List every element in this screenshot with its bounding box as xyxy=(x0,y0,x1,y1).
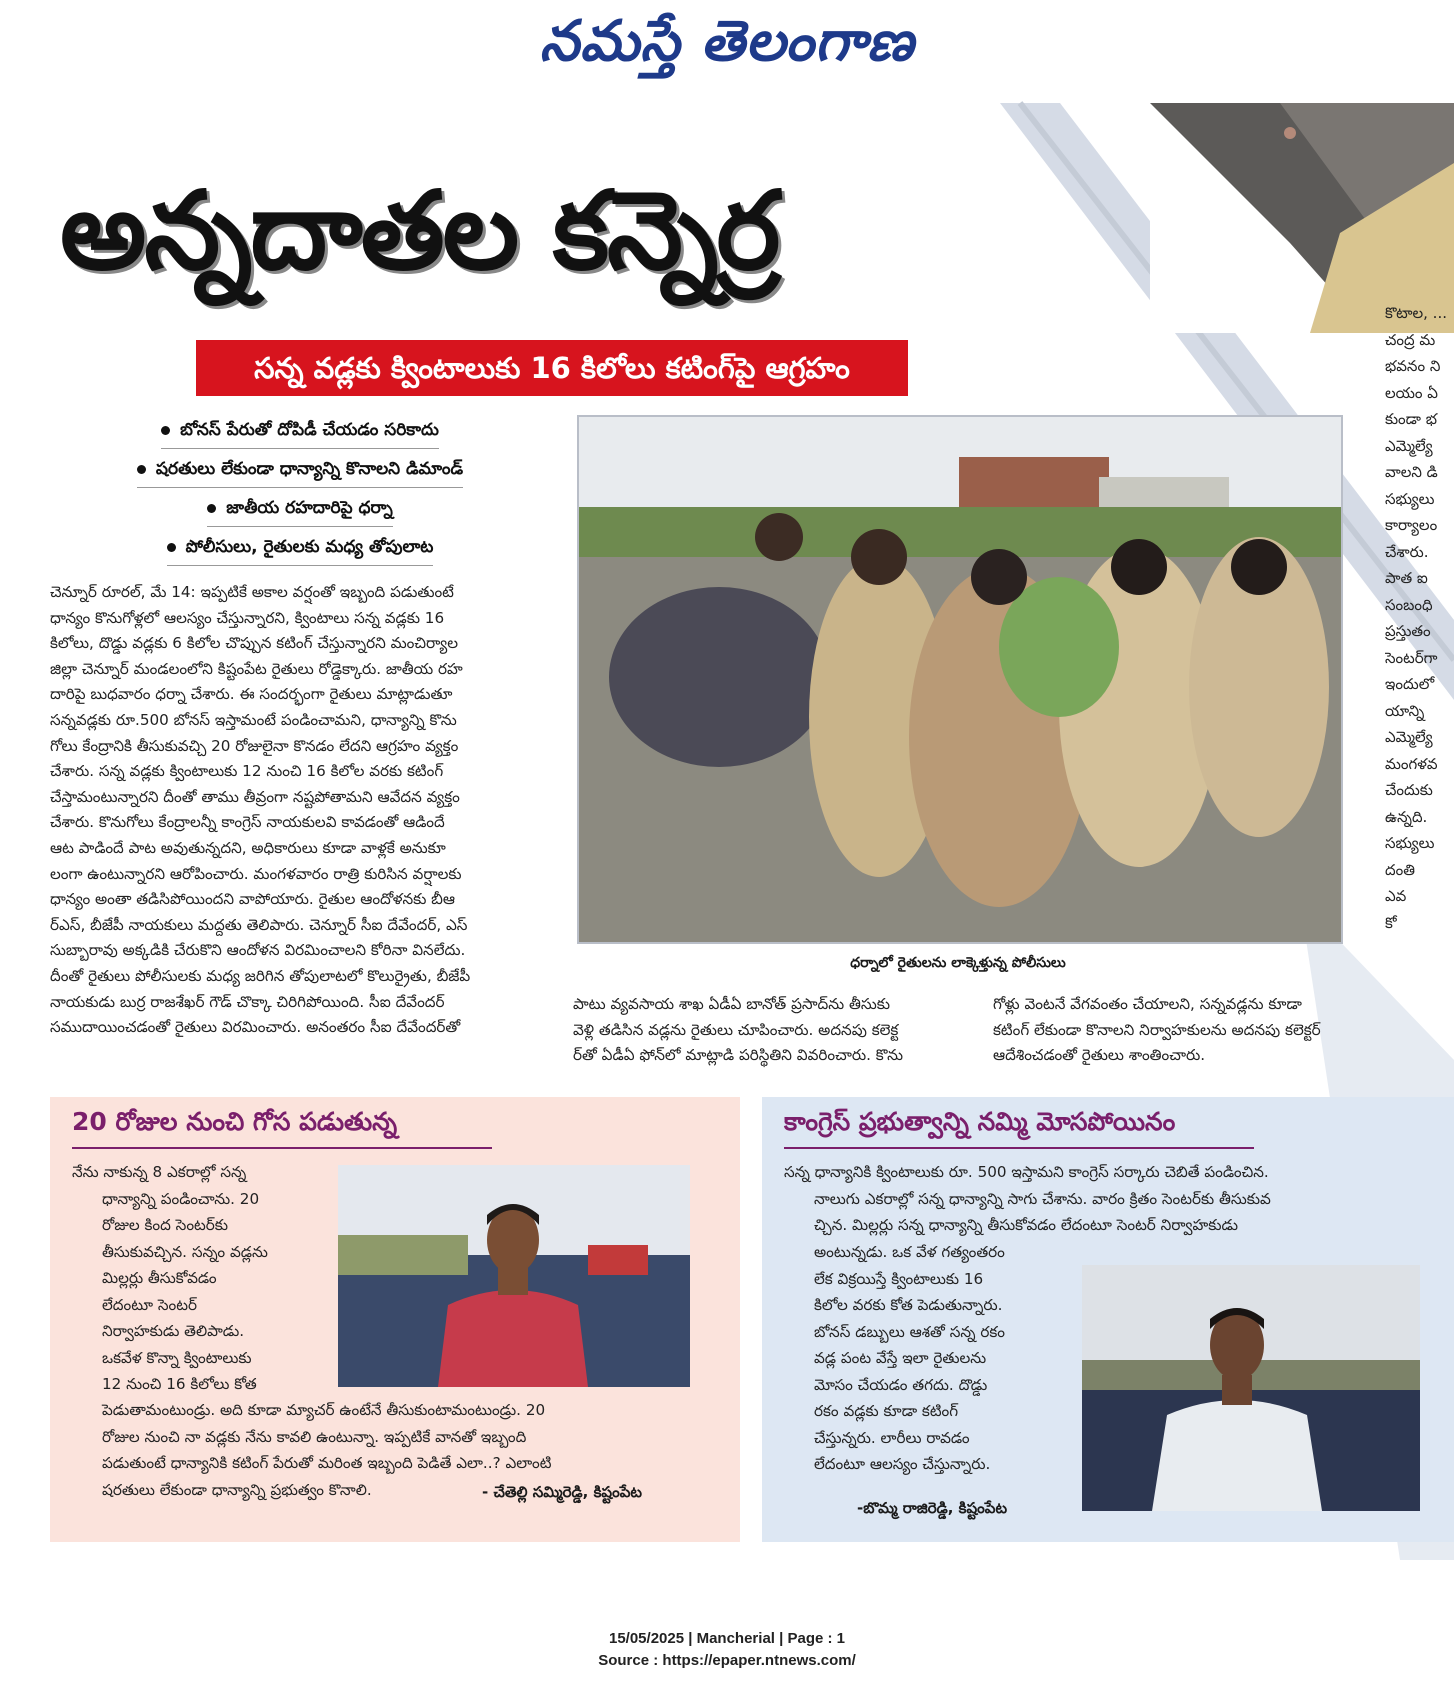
text-line: కిలోలు, దొడ్డు వడ్లకు 6 కిలోల చొప్పున కటింగ్ చేస్తున్నారని మంచిర్యాల xyxy=(50,634,458,653)
bullet-dot-icon xyxy=(137,465,146,474)
testimonial-box-left xyxy=(50,1097,740,1542)
box-title: కాంగ్రెస్ ప్రభుత్వాన్ని నమ్మి మోసపోయినం xyxy=(784,1107,1176,1136)
text-line: చేశారు. సన్న వడ్లకు క్వింటాలుకు 12 నుంచి 16 కిలోల వరకు కటింగ్ xyxy=(50,762,444,781)
bullet-dot-icon xyxy=(167,543,176,552)
farmer-portrait-photo xyxy=(1082,1265,1420,1511)
box-text-wide: సన్న ధాన్యానికి క్వింటాలుకు రూ. 500 ఇస్తామని కాంగ్రెస్ సర్కారు చెబితే పండించిన. నాలుగు ఎకరాల్లో సన్న ధాన్యాన్ని సాగు చేశాను. వారం క్రితం సెంటర్‌కు తీసుకువ చ్చిన. మిల్లర్లు సన్న ధాన్యాన్ని తీసుకోవడం లేదంటూ సెంటర్ నిర్వాహకుడు xyxy=(784,1163,1271,1234)
text-line: దారిపై బుధవారం ధర్నా చేశారు. ఈ సందర్భంగా రైతులు మాట్లాడుతూ xyxy=(50,685,453,704)
text-line: కటింగ్ లేకుండా కొనాలని నిర్వాహకులను అదనపు కలెక్టర్ xyxy=(993,1020,1321,1039)
protest-photo-illustration xyxy=(579,417,1341,942)
signature: -బొమ్మ రాజిరెడ్డి, కిష్టంపేట xyxy=(857,1499,1008,1517)
bullet-point: షరతులు లేకుండా ధాన్యాన్ని కొనాలని డిమాండ్ xyxy=(60,459,540,488)
page-footer xyxy=(0,1628,1454,1672)
article-body-middle xyxy=(573,992,958,1069)
text-line: పాటు వ్యవసాయ శాఖ ఏడీఏ బానోత్ ప్రసాద్‌ను తీసుకు xyxy=(573,995,890,1013)
bullet-dot-icon xyxy=(207,504,216,513)
box-text-narrow: నేను నాకున్న 8 ఎకరాల్లో సన్న ధాన్యాన్ని పండించాను. 20 రోజుల కింద సెంటర్‌కు తీసుకువచ్చిన. సన్నం వడ్లను మిల్లర్లు తీసుకోవడం లేదంటూ సెంటర్ నిర్వాహకుడు తెలిపాడు. ఒకవేళ కొన్నా క్వింటాలుకు 12 నుంచి 16 కిలోలు కోత xyxy=(72,1163,268,1393)
text-line: చేస్తామంటున్నారని దీంతో తాము తీవ్రంగా నష్టపోతామని ఆవేదన వ్యక్తం xyxy=(50,787,460,806)
text-line: ధాన్యం కొనుగోళ్లలో ఆలస్యం చేస్తున్నారని, క్వింటాలు సన్న వడ్లకు 16 xyxy=(50,608,445,627)
text-line: ర్‌తో ఏడీఏ ఫోన్‌లో మాట్లాడి పరిస్థితిని వివరించారు. కొను xyxy=(573,1046,904,1065)
bullet-dot-icon xyxy=(161,426,170,435)
text-line: వెళ్లి తడిసిన వడ్లను రైతులు చూపించారు. అదనపు కలెక్ట xyxy=(573,1020,899,1039)
box-text-narrow: అంటున్నడు. ఒక వేళ గత్యంతరం లేక విక్రయిస్తే క్వింటాలుకు 16 కిలోల వరకు కోత పెడుతున్నారు. బోనస్ డబ్బులు ఆశతో సన్న రకం వడ్ల పంట వేస్తే ఇలా రైతులను మోసం చేయడం తగదు. దొడ్డు రకం వడ్లకు కూడా కటింగ్ చేస్తున్నరు. లారీలు రావడం లేదంటూ ఆలస్యం చేస్తున్నారు. xyxy=(814,1243,1005,1473)
footer-source: Source : https://epaper.ntnews.com/ xyxy=(598,1652,856,1669)
footer-date-edition: 15/05/2025 | Mancherial | Page : 1 xyxy=(608,1630,846,1647)
text-line: గోళ్లు వెంటనే వేగవంతం చేయాలని, సన్నవడ్లను కూడా xyxy=(993,995,1302,1013)
signature: - చేతెల్లి సమ్మిరెడ్డి, కిష్టంపేట xyxy=(482,1483,642,1501)
text-line: సముదాయించడంతో రైతులు విరమించారు. అనంతరం సీఐ దేవేందర్‌తో xyxy=(50,1018,461,1037)
text-line: చెన్నూర్ రూరల్, మే 14: ఇప్పటికే అకాల వర్షంతో ఇబ్బంది పడుతుంటే xyxy=(50,583,454,601)
text-line: దీంతో రైతులు పోలీసులకు మధ్య జరిగిన తోపులాటలో కొలుర్రైతు, బీజేపీ xyxy=(50,966,471,985)
text-line: సుబ్బారావు అక్కడికి చేరుకొని ఆందోళన విరమించాలని కోరినా వినలేదు. xyxy=(50,941,466,960)
article-body-right xyxy=(993,992,1391,1069)
text-line: లంగా ఉంటున్నారని ఆరోపించారు. మంగళవారం రాత్రి కురిసిన వర్షాలకు xyxy=(50,864,462,883)
text-line: నాయకుడు బుర్ర రాజశేఖర్ గౌడ్ చొక్కా చిరిగిపోయింది. సీఐ దేవేందర్ xyxy=(50,992,445,1011)
text-line: గోలు కేంద్రానికి తీసుకువచ్చి 20 రోజులైనా కొనడం లేదని ఆగ్రహం వ్యక్తం xyxy=(50,736,459,755)
text-line: ర్ఎస్, బీజేపీ నాయకులు మద్దతు తెలిపారు. చెన్నూర్ సీఐ దేవేందర్, ఎస్ xyxy=(50,915,468,934)
adjacent-article-column: కొటాల, ... చంద్ర మ భవనం ని లయం ఏ కుండా భ ఎమ్మెల్యే వాలని డి సభ్యులు కార్యాలం చేశారు. పాత ఐ సంబంధి ప్రస్తుతం సెంటర్‌గా ఇందులో యాన్ని ఎమ్మెల్యే మంగళవ చేందుకు ఉన్నది. సభ్యులు దంతి ఎవ కో xyxy=(1385,304,1447,932)
photo-caption: ధర్నాలో రైతులను లాక్కెళ్తున్న పోలీసులు xyxy=(850,955,1066,971)
text-line: ఆదేశించడంతో రైతులు శాంతించారు. xyxy=(993,1046,1206,1065)
farmer-portrait-photo xyxy=(338,1165,690,1387)
text-line: ఆట పాడిందే పాట అవుతున్నదని, అధికారులు కూడా వాళ్లకే అనుకూ xyxy=(50,838,446,857)
title-underline xyxy=(784,1147,1254,1149)
protest-photo xyxy=(577,415,1343,944)
box-text-wide: పెడుతామంటుండ్రు. అది కూడా మ్యాచర్ ఉంటేనే తీసుకుంటామంటుండ్రు. 20 రోజుల నుంచి నా వడ్లకు నేను కావలి ఉంటున్నా. ఇప్పటికే వానతో ఇబ్బంది పడుతుంటే ధాన్యానికి కటింగ్ పేరుతో మరింత ఇబ్బంది పెడితే ఎలా..? ఎలాంటి షరతులు లేకుండా ధాన్యాన్ని ప్రభుత్వం కొనాలి. xyxy=(102,1401,552,1499)
testimonial-box-right xyxy=(762,1097,1454,1542)
text-line: చేశారు. కొనుగోలు కేంద్రాలన్నీ కాంగ్రెస్ నాయకులవి కావడంతో ఆడిందే xyxy=(50,813,445,832)
text-line: జిల్లా చెన్నూర్ మండలంలోని కిష్టంపేట రైతులు రోడ్డెక్కారు. జాతీయ రహ xyxy=(50,659,463,678)
article-body-left xyxy=(50,580,546,1041)
box-title: 20 రోజుల నుంచి గోస పడుతున్న xyxy=(72,1107,398,1136)
headline: అన్నదాతల కన్నెర్ర xyxy=(60,169,779,294)
bullet-point: పోలీసులు, రైతులకు మధ్య తోపులాట xyxy=(60,537,540,566)
bullet-point: బోనస్ పేరుతో దోపిడీ చేయడం సరికాదు xyxy=(60,420,540,449)
bullet-point: జాతీయ రహదారిపై ధర్నా xyxy=(60,498,540,527)
corner-photo-fragment xyxy=(1150,103,1454,333)
subheadline-banner: సన్న వడ్లకు క్వింటాలుకు 16 కిలోలు కటింగ్‌పై ఆగ్రహం xyxy=(196,340,908,396)
title-underline xyxy=(72,1147,492,1149)
text-line: సన్నవడ్లకు రూ.500 బోనస్ ఇస్తామంటే పండించామని, ధాన్యాన్ని కొను xyxy=(50,710,457,729)
text-line: ధాన్యం అంతా తడిసిపోయిందని వాపోయారు. రైతుల ఆందోళనకు బీఆ xyxy=(50,890,455,909)
newspaper-masthead: నమస్తే తెలంగాణ xyxy=(539,8,915,74)
